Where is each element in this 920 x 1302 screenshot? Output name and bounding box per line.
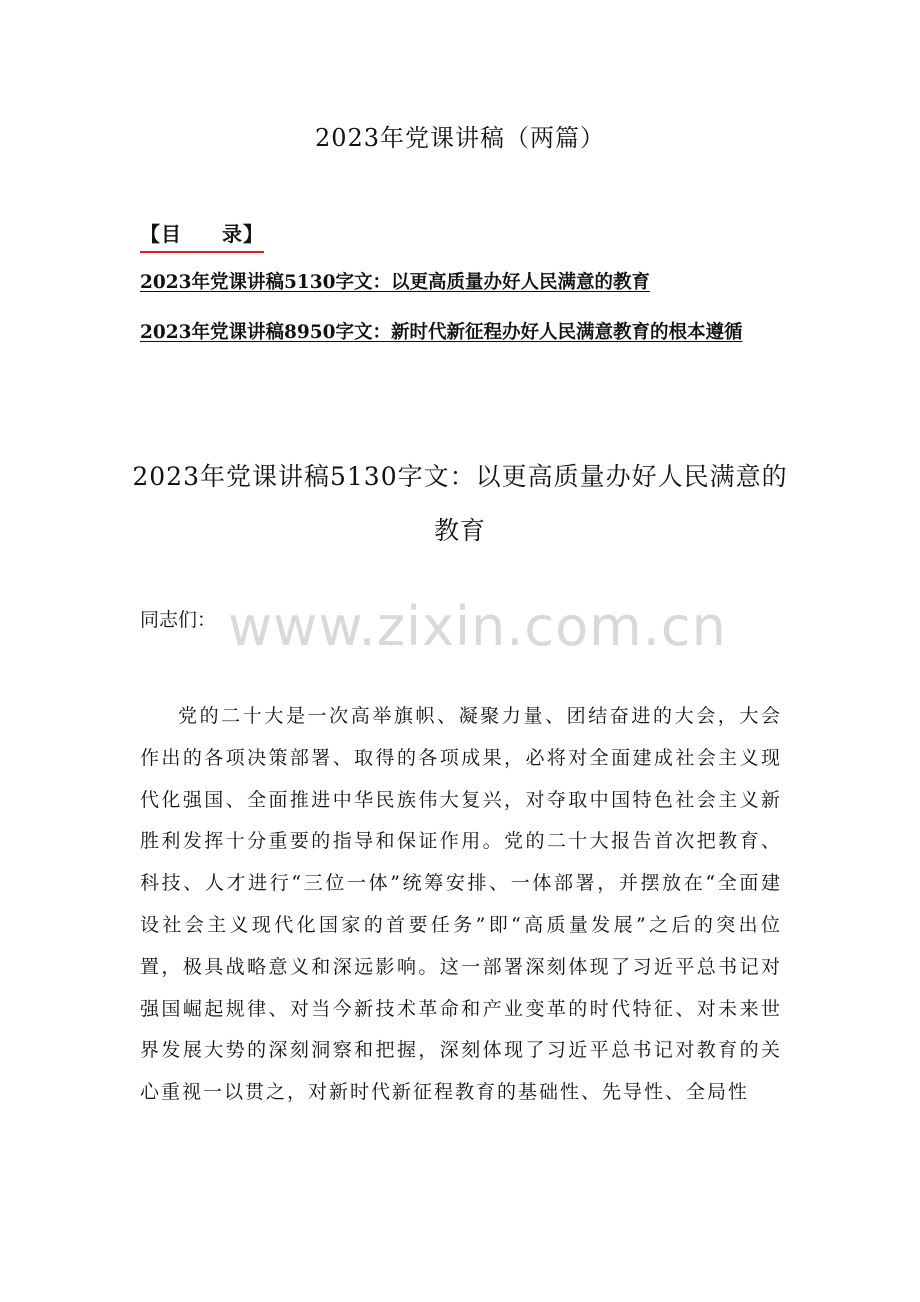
watermark: www.zixin.com.cn <box>228 595 727 658</box>
toc-heading <box>140 218 264 253</box>
body-paragraph: 党的二十大是一次高举旗帜、凝聚力量、团结奋进的大会，大会作出的各项决策部署、取得的各项成果，必将对全面建成社会主义现代化强国、全面推进中华民族伟大复兴，对夺取中国特色社会主义新胜利发挥十分重要的指导和保证作用。党的二十大报告首次把教育、科技、人才进行“三位一体”统筹安排、一体部署，并摆放在“全面建设社会主义现代化国家的首要任务”即“高质量发展”之后的突出位置，极具战略意义和深远影响。这一部署深刻体现了习近平总书记对强国崛起规律、对当今新技术革命和产业变革的时代特征、对未来世界发展大势的深刻洞察和把握，深刻体现了习近平总书记对教育的关心重视一以贯之，对新时代新征程教育的基础性、先导性、全局性 <box>140 705 782 1104</box>
salutation: 同志们： <box>140 609 217 631</box>
toc-link-lecture-1[interactable]: 2023年党课讲稿5130字文：以更高质量办好人民满意的教育 <box>140 272 650 293</box>
toc-heading-right: 录】 <box>222 222 264 246</box>
section-title: 2023年党课讲稿5130字文：以更高质量办好人民满意的教育 <box>132 462 788 545</box>
toc-link-lecture-2[interactable]: 2023年党课讲稿8950字文：新时代新征程办好人民满意教育的根本遵循 <box>140 322 743 343</box>
toc-heading-left: 【目 <box>140 222 182 246</box>
document-title: 2023年党课讲稿（两篇） <box>314 124 606 152</box>
